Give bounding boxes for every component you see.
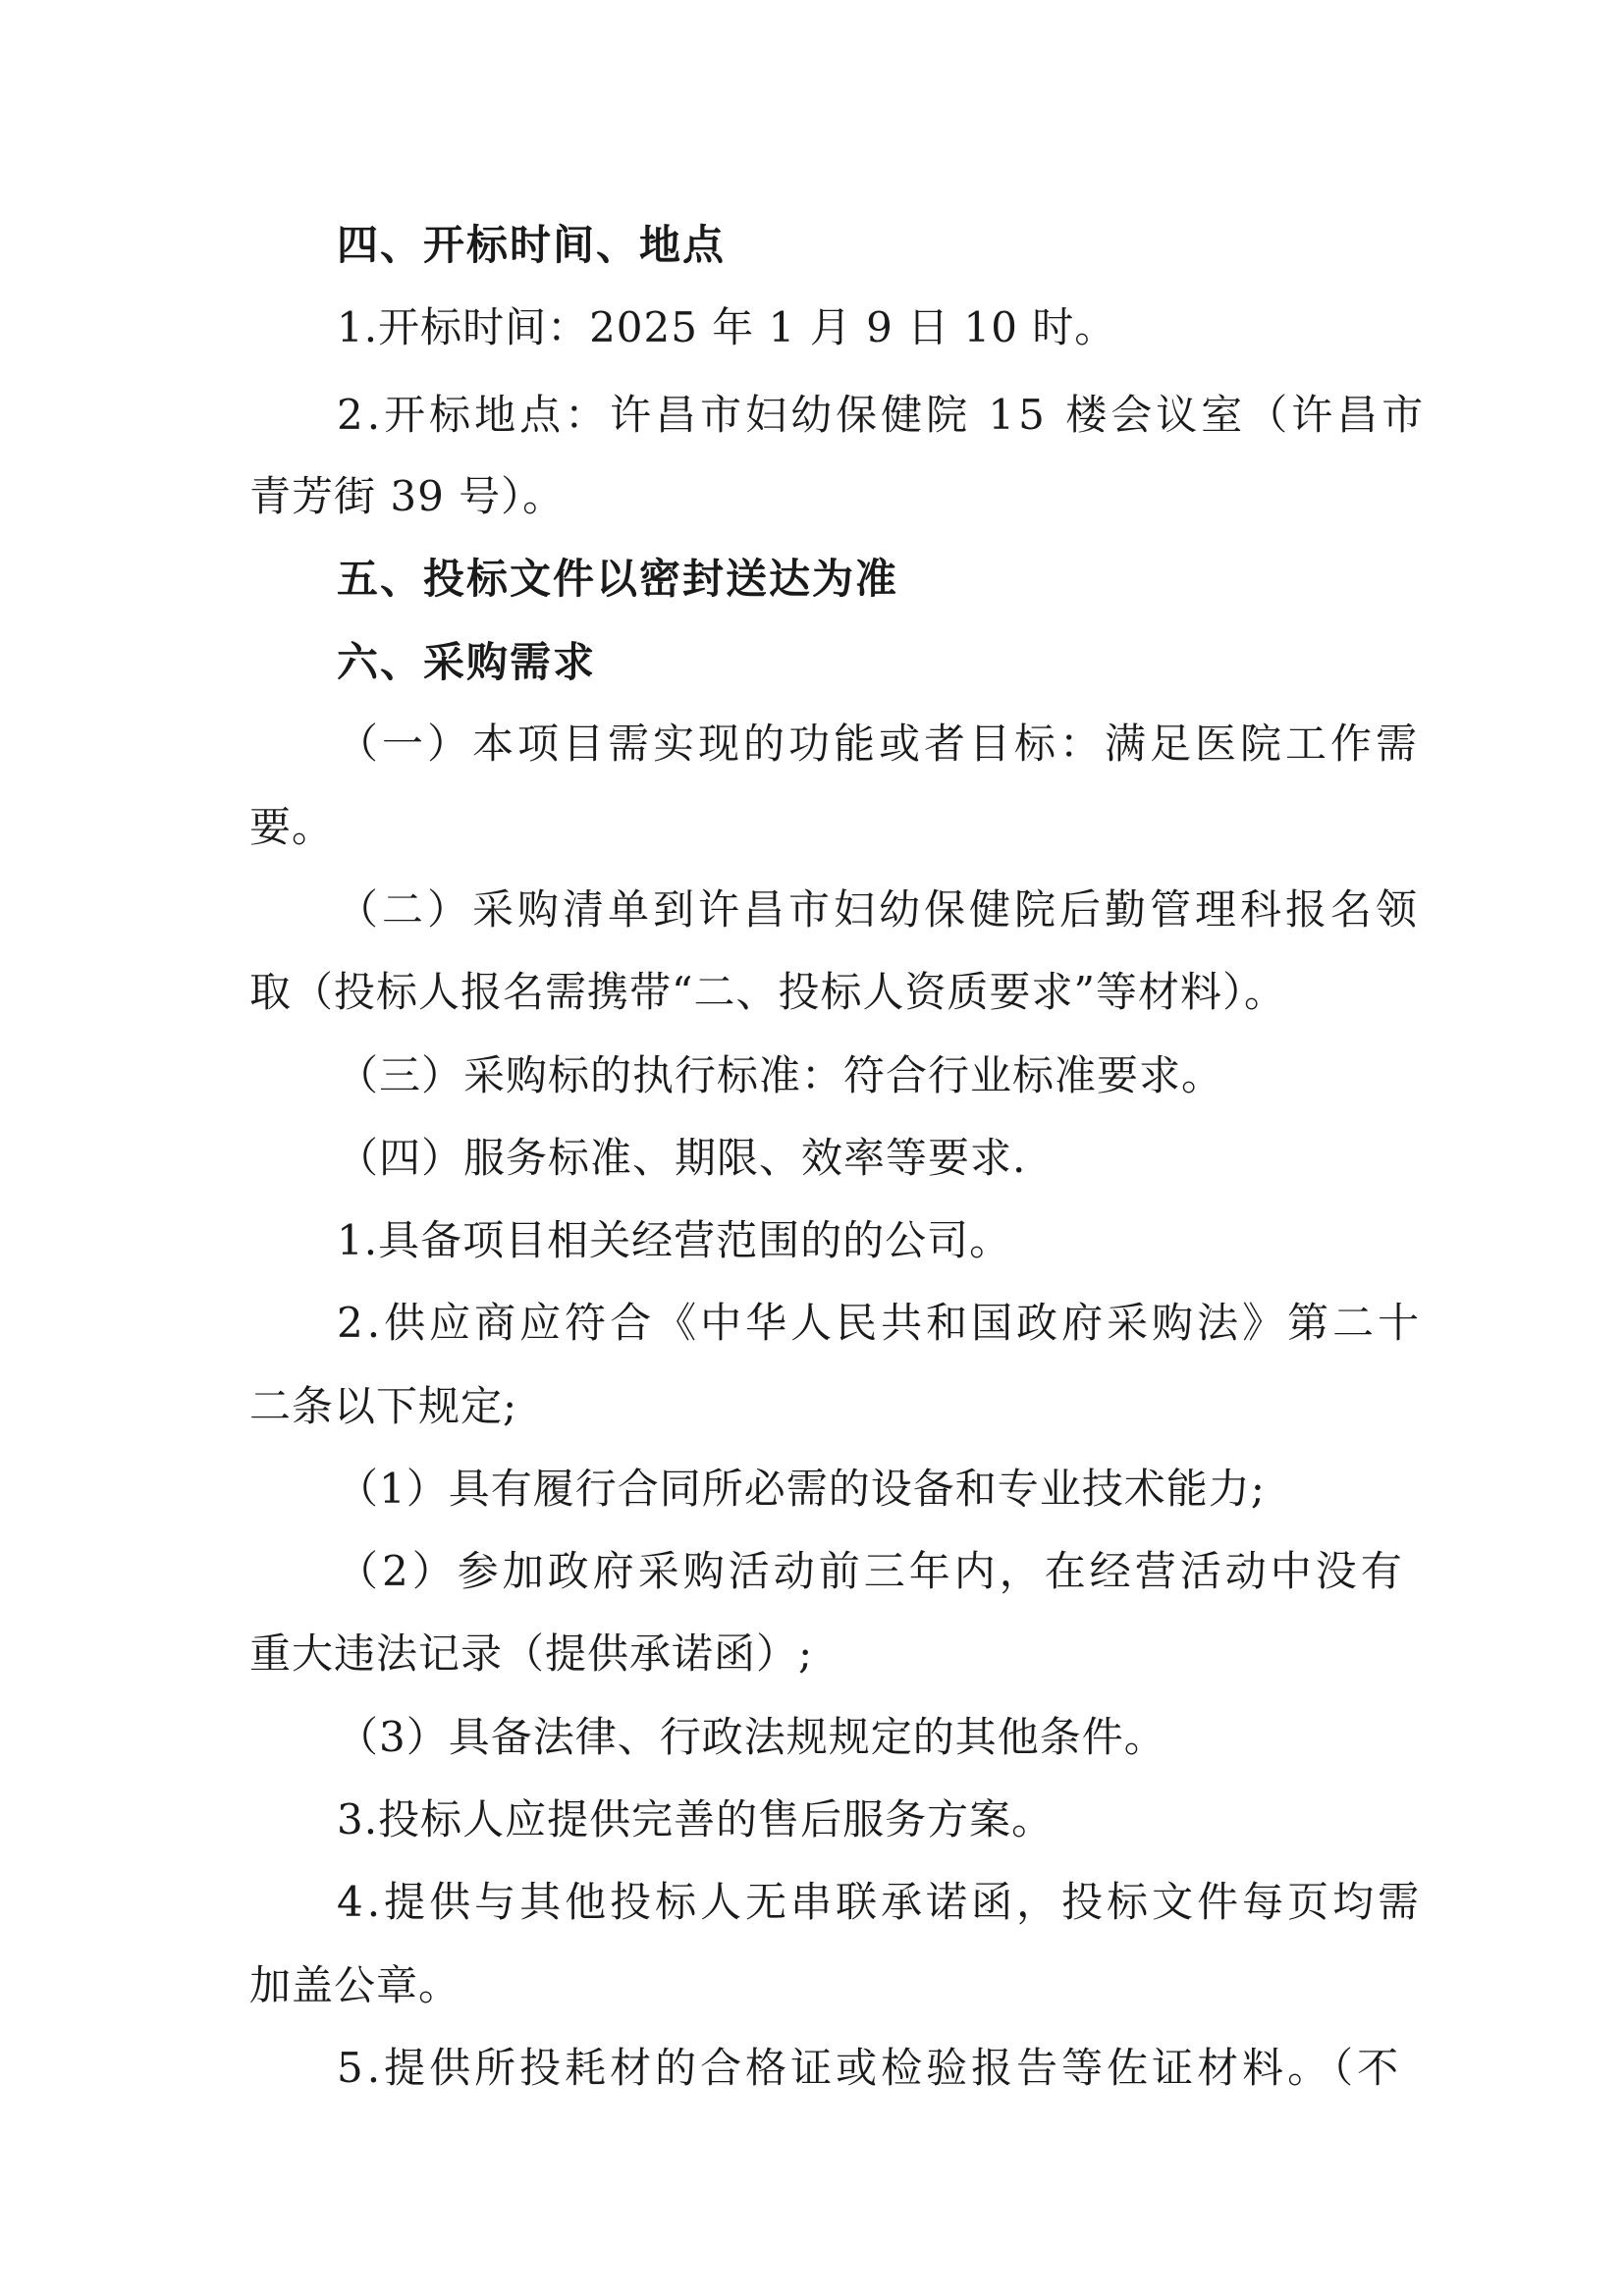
paragraph-opening-place: 2.开标地点：许昌市妇幼保健院 15 楼会议室（许昌市 — [337, 391, 1428, 439]
list-item-5: 5.提供所投耗材的合格证或检验报告等佐证材料。（不 — [337, 2044, 1403, 2092]
list-item-2: 2.供应商应符合《中华人民共和国政府采购法》第二十 — [337, 1299, 1424, 1347]
paragraph-project-goal-cont: 要。 — [249, 803, 335, 851]
paragraph-opening-time: 1.开标时间：2025 年 1 月 9 日 10 时。 — [337, 303, 1117, 351]
list-item-1: 1.具备项目相关经营范围的的公司。 — [337, 1216, 1012, 1264]
section-heading-sealed-delivery: 五、投标文件以密封送达为准 — [337, 555, 899, 603]
sub-item-2-cont: 重大违法记录（提供承诺函）; — [249, 1629, 814, 1678]
sub-item-3: （3）具备法律、行政法规规定的其他条件。 — [337, 1713, 1166, 1761]
section-heading-procurement-requirements: 六、采购需求 — [337, 638, 597, 686]
list-item-3: 3.投标人应提供完善的售后服务方案。 — [337, 1795, 1055, 1843]
paragraph-opening-place-cont: 青芳街 39 号）。 — [249, 472, 566, 520]
sub-item-2: （2）参加政府采购活动前三年内，在经营活动中没有 — [337, 1547, 1406, 1595]
paragraph-procurement-list-cont: 取（投标人报名需携带“二、投标人资质要求”等材料）。 — [249, 968, 1286, 1016]
paragraph-project-goal: （一）本项目需实现的功能或者目标：满足医院工作需 — [337, 720, 1422, 768]
paragraph-procurement-list: （二）采购清单到许昌市妇幼保健院后勤管理科报名领 — [337, 885, 1422, 934]
list-item-4-cont: 加盖公章。 — [249, 1961, 461, 2009]
list-item-2-cont: 二条以下规定; — [249, 1382, 518, 1430]
sub-item-1: （1）具有履行合同所必需的设备和专业技术能力; — [337, 1465, 1266, 1513]
section-heading-opening-time-place: 四、开标时间、地点 — [337, 221, 727, 269]
list-item-4: 4.提供与其他投标人无串联承诺函，投标文件每页均需 — [337, 1878, 1424, 1926]
paragraph-execution-standard: （三）采购标的执行标准：符合行业标准要求。 — [337, 1051, 1224, 1099]
paragraph-service-standard: （四）服务标准、期限、效率等要求. — [337, 1134, 1027, 1182]
